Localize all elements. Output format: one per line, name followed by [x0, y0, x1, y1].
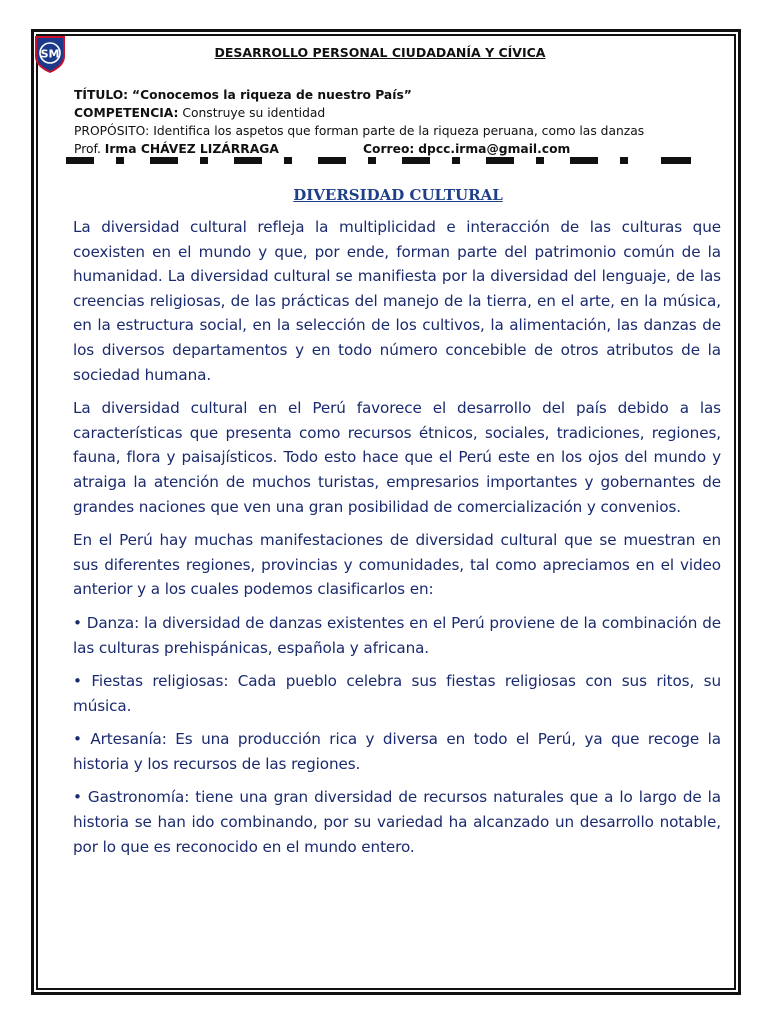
- correo-label: Correo:: [363, 142, 415, 156]
- teacher-row: [74, 140, 714, 158]
- teacher-name: Irma CHÁVEZ LIZÁRRAGA: [104, 142, 279, 156]
- section-title: DIVERSIDAD CULTURAL: [293, 186, 503, 204]
- competencia-label: COMPETENCIA:: [74, 106, 179, 120]
- lesson-meta: [74, 86, 714, 158]
- proposito-label: PROPÓSITO:: [74, 124, 150, 138]
- paragraph-intro: La diversidad cultural refleja la multiplicidad e interacción de las culturas que coexisten en el mundo y que, por ende, forman parte del patrimonio común de la humanidad. La diversidad cultural se manifiesta por la diversidad del lenguaje, de las creencias religiosas, de las prácticas del manejo de la tierra, en el arte, en la música, en la estructura social, en la selección de los cultivos, la alimentación, las danzas de los diversos departamentos y en todo número concebible de otros atributos de la sociedad humana.: [73, 218, 721, 384]
- bullet-danza: • Danza: la diversidad de danzas existentes en el Perú proviene de la combinación de las culturas prehispánicas, española y africana.: [73, 613, 721, 657]
- competencia-value: Construye su identidad: [182, 106, 326, 120]
- paragraph-peru: La diversidad cultural en el Perú favorece el desarrollo del país debido a las características que presenta como recursos étnicos, sociales, tradiciones, regiones, fauna, flora y paisajísticos. Todo esto hace que el Perú este en los ojos del mundo y atraiga la atención de muchos turistas, empresarios importantes y gobernantes de grandes naciones que ven una gran posibilidad de comercialización y convenios.: [73, 399, 721, 516]
- proposito-value: Identifica los aspetos que forman parte de la riqueza peruana, como las danzas: [153, 124, 645, 138]
- bullet-fiestas: • Fiestas religiosas: Cada pueblo celebra sus fiestas religiosas con sus ritos, su música.: [73, 672, 721, 715]
- paragraph-manifestations: En el Perú hay muchas manifestaciones de diversidad cultural que se muestran en sus diferentes regiones, provincias y comunidades, tal como apreciamos en el video anterior y a los cuales podemos clasificarlos en:: [73, 531, 721, 599]
- logo-text: SM: [40, 47, 60, 61]
- prof-label: Prof.: [74, 142, 101, 156]
- proposito-row: [74, 122, 714, 140]
- dashed-divider: [66, 157, 691, 164]
- titulo-row: [74, 86, 714, 104]
- school-logo-icon: [33, 34, 67, 74]
- titulo-value: “Conocemos la riqueza de nuestro País”: [132, 88, 412, 102]
- body-content: [73, 215, 721, 868]
- bullet-gastronomia: • Gastronomía: tiene una gran diversidad de recursos naturales que a lo largo de la historia se han ido combinando, por su variedad ha alcanzado un desarrollo notable, por lo que es reconocido en el mundo entero.: [73, 788, 721, 856]
- bullet-artesania: • Artesanía: Es una producción rica y diversa en todo el Perú, ya que recoge la historia y los recursos de las regiones.: [73, 730, 721, 773]
- email-block: [363, 140, 570, 158]
- titulo-label: TÍTULO:: [74, 88, 129, 102]
- competencia-row: [74, 104, 714, 122]
- course-title: DESARROLLO PERSONAL CIUDADANÍA Y CÍVICA: [214, 45, 546, 60]
- email-address: dpcc.irma@gmail.com: [418, 142, 571, 156]
